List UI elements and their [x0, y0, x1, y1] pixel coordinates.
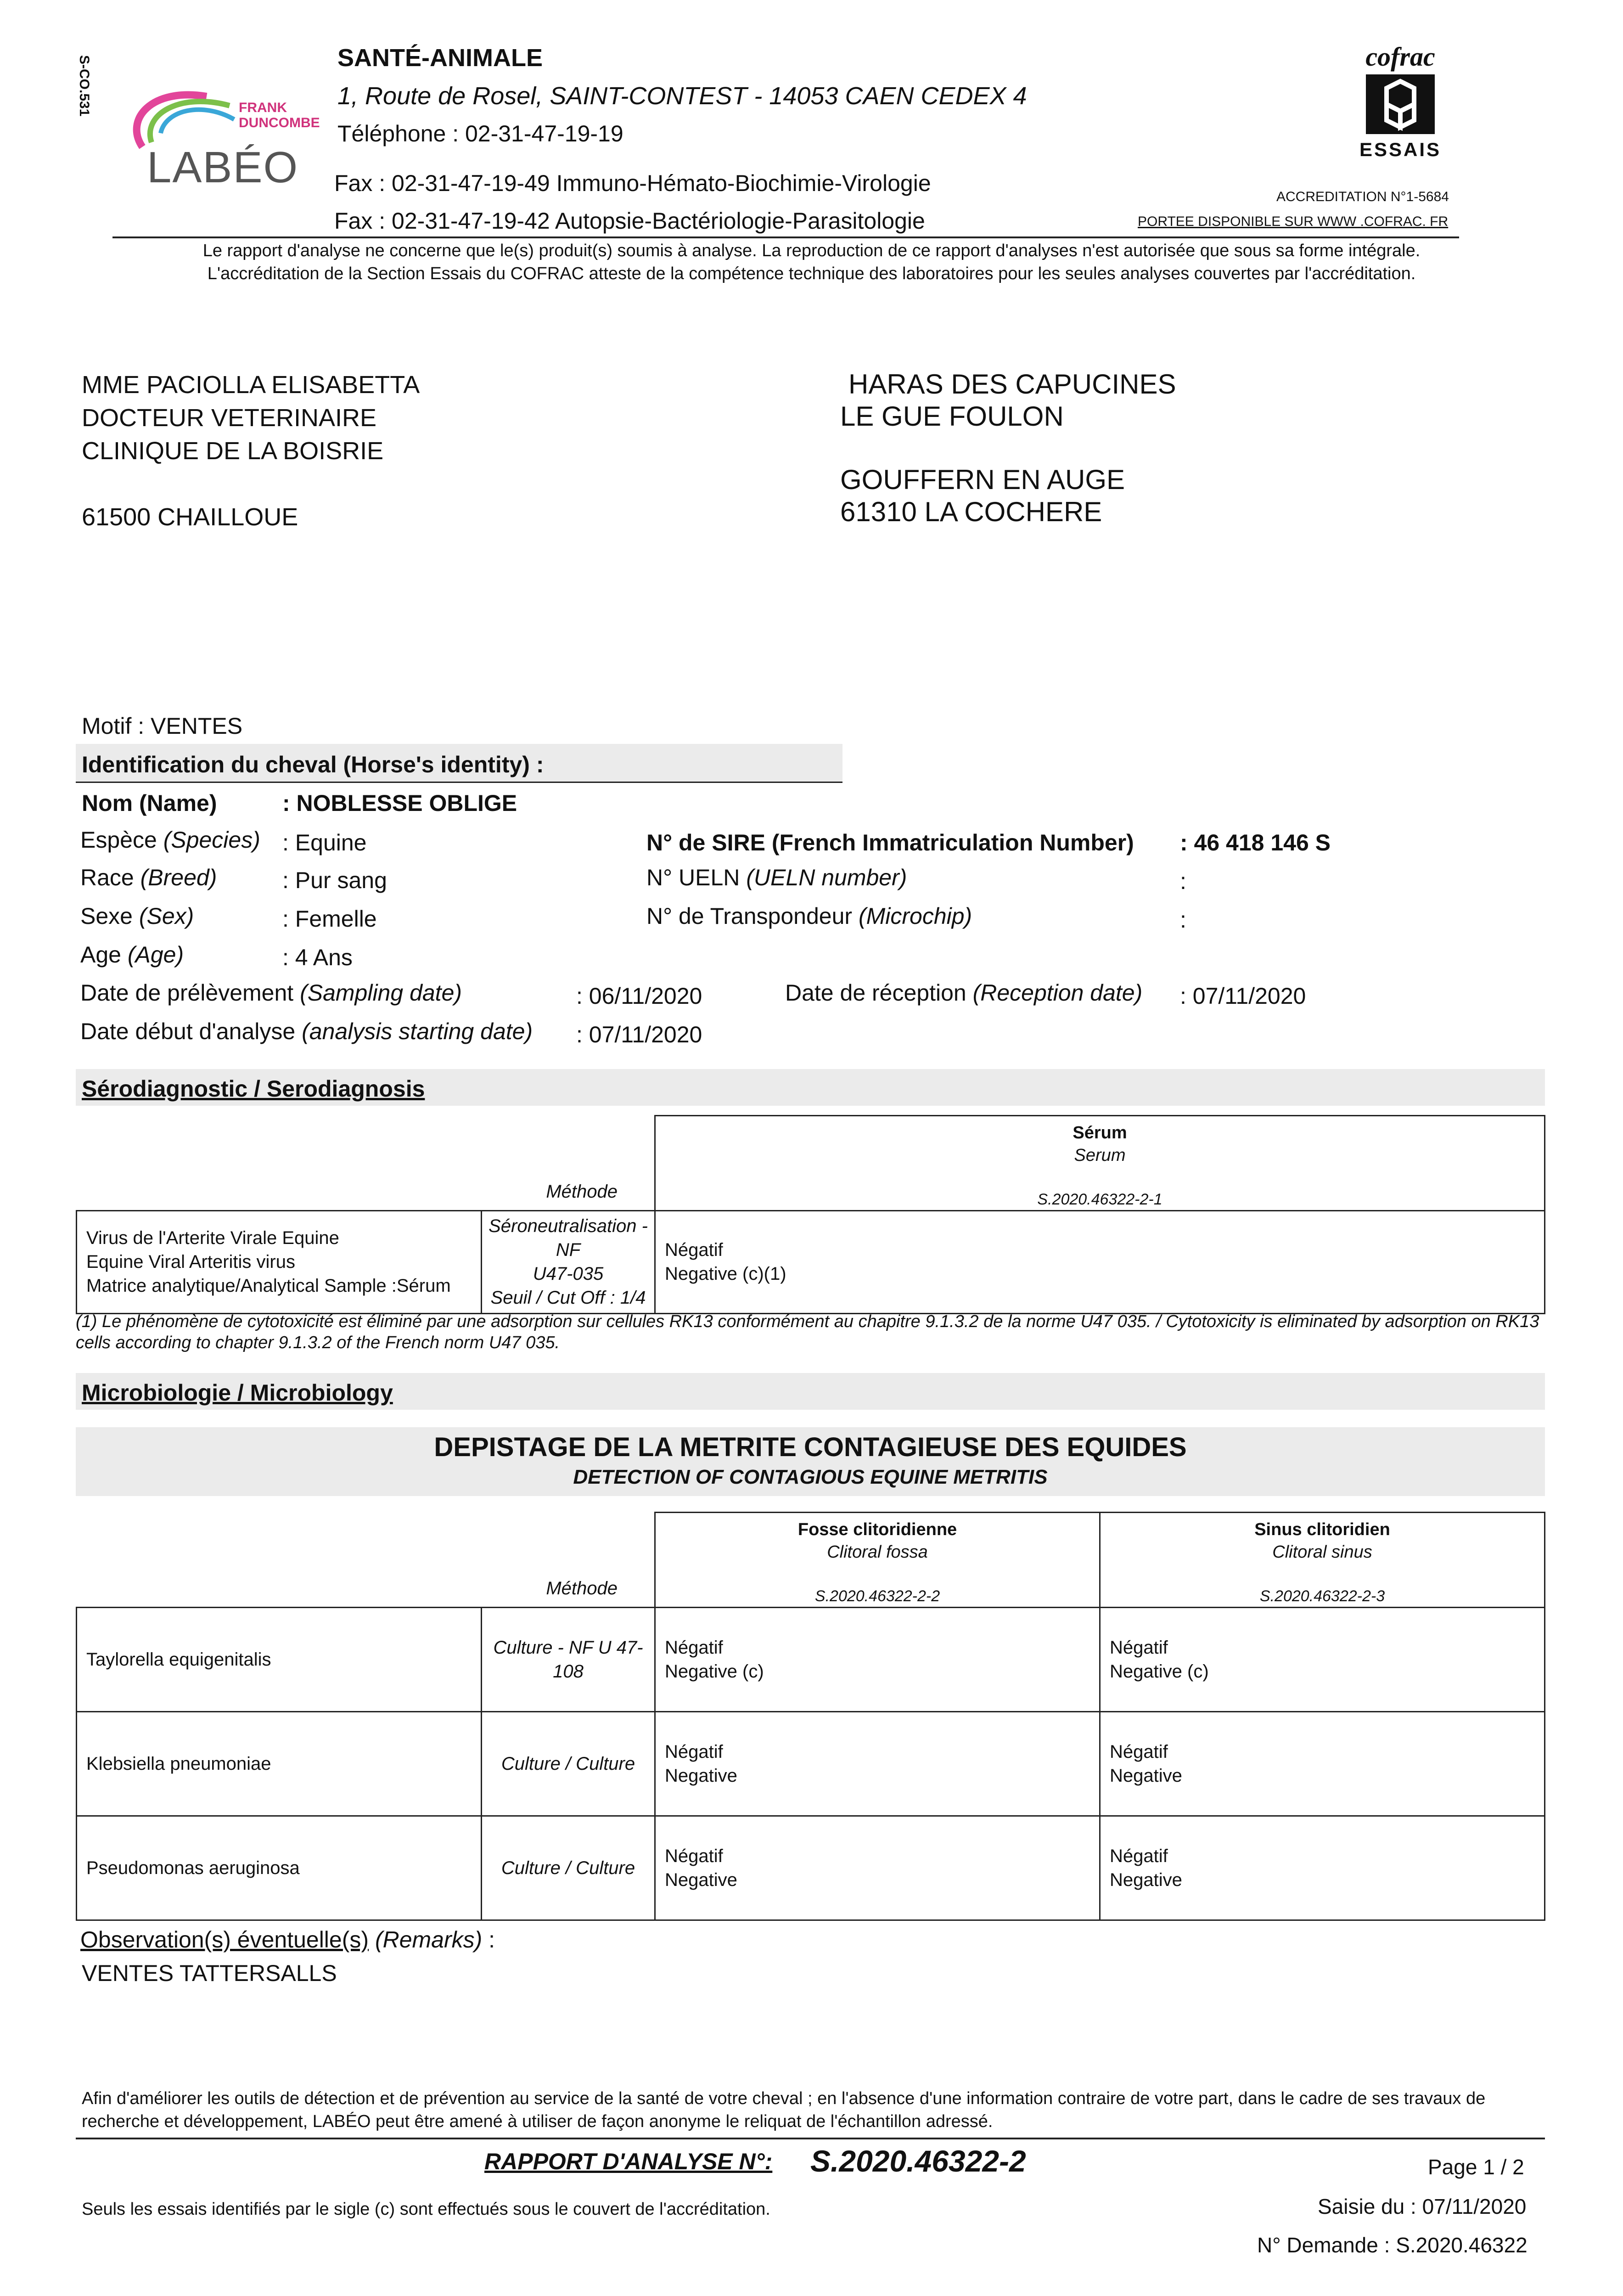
transponder-value: :: [1180, 907, 1186, 933]
improvement-note: Afin d'améliorer les outils de détection et de prévention au service de la santé de votre cheval ; en l'absence d'une information contraire de votre part, dans le cadre de ses travaux de recherche et développement, LABÉO peut être amené à utiliser de façon anonyme le reliquat de l'échantillon adressé.: [82, 2089, 1486, 2131]
sero-row-label: [77, 1210, 482, 1313]
micro-result-fr: Négatif: [1110, 1741, 1168, 1762]
age-label-fr: Age: [80, 942, 121, 968]
micro-row-result-sinus: [1100, 1816, 1545, 1920]
species-label-en: (Species): [163, 827, 260, 853]
logo-text: LABÉO: [147, 143, 299, 192]
cofrac-logo-top: cofrac: [1365, 42, 1435, 72]
vet-title: DOCTEUR VETERINAIRE: [82, 404, 377, 432]
lab-fax-1: Fax : 02-31-47-19-49 Immuno-Hémato-Biochimie-Virologie: [334, 170, 931, 196]
reception-date-value: : 07/11/2020: [1180, 983, 1306, 1009]
micro-result-fr: Négatif: [1110, 1637, 1168, 1658]
breed-value: : Pur sang: [282, 867, 387, 893]
identification-header-line: [76, 782, 842, 783]
start-date-label: [80, 1018, 533, 1045]
remarks-colon: :: [482, 1927, 495, 1953]
micro-col1-title-en: Clitoral fossa: [827, 1542, 928, 1562]
micro-row-name: Klebsiella pneumoniae: [77, 1711, 482, 1816]
cofrac-emblem-icon: [1364, 72, 1437, 136]
sero-method-line-1: Séroneutralisation - NF: [489, 1216, 648, 1261]
start-label-en: (analysis starting date): [302, 1019, 533, 1044]
logo-sub-frank: FRANK: [239, 100, 287, 115]
owner-place: LE GUE FOULON: [840, 401, 1064, 432]
micro-col2-title: Sinus clitoridien: [1254, 1520, 1390, 1539]
sero-method-line-2: U47-035: [533, 1264, 604, 1284]
sero-row-line-2: Equine Viral Arteritis virus: [86, 1252, 295, 1272]
sampling-label-fr: Date de prélèvement: [80, 980, 294, 1006]
sero-section-title: Sérodiagnostic / Serodiagnosis: [82, 1076, 425, 1102]
micro-result-en: Negative (c): [1110, 1661, 1209, 1682]
identification-heading: Identification du cheval (Horse's identity) :: [82, 752, 544, 777]
sire-value: : 46 418 146 S: [1180, 830, 1331, 855]
ueln-label-en: (UELN number): [746, 865, 907, 890]
header-divider: [112, 236, 1459, 238]
disclaimer-1: Le rapport d'analyse ne concerne que le(s) produit(s) soumis à analyse. La reproduction de ce rapport d'analyses n'est autorisée que sous sa forme intégrale.: [202, 241, 1421, 260]
micro-row-method: Culture / Culture: [482, 1711, 655, 1816]
sero-row-result: [655, 1210, 1545, 1313]
micro-row: [77, 1607, 1545, 1711]
sero-result-line-1: Négatif: [665, 1240, 723, 1261]
micro-methode-header: Méthode: [546, 1578, 618, 1598]
micro-col1-header: [655, 1513, 1100, 1608]
ueln-label-fr: N° UELN: [646, 865, 740, 890]
sampling-date-value: : 06/11/2020: [576, 983, 702, 1009]
micro-row-result-fossa: [655, 1816, 1100, 1920]
cofrac-logo-bottom: ESSAIS: [1359, 139, 1442, 160]
saisie-date: Saisie du : 07/11/2020: [1318, 2195, 1527, 2218]
start-label-fr: Date début d'analyse: [80, 1019, 296, 1044]
page-indicator: Page 1 / 2: [1428, 2155, 1524, 2179]
sex-label: [80, 903, 194, 929]
report-number: S.2020.46322-2: [810, 2144, 1026, 2178]
lab-address: 1, Route de Rosel, SAINT-CONTEST - 14053 CAEN CEDEX 4: [337, 82, 1027, 110]
side-code: S-CO.531: [77, 55, 92, 117]
labeo-logo: [124, 78, 321, 197]
remarks-label: [80, 1926, 495, 1953]
sex-label-fr: Sexe: [80, 903, 133, 929]
sire-label: N° de SIRE (French Immatriculation Number): [646, 830, 1134, 855]
report-label: RAPPORT D'ANALYSE N°:: [484, 2149, 773, 2174]
micro-result-en: Negative: [665, 1765, 737, 1786]
sampling-date-label: [80, 979, 462, 1006]
owner-address: [840, 368, 1176, 528]
transponder-label-en: (Microchip): [858, 903, 972, 929]
micro-result-en: Negative: [1110, 1765, 1182, 1786]
micro-title: DEPISTAGE DE LA METRITE CONTAGIEUSE DES EQUIDES: [434, 1432, 1187, 1462]
lab-phone: Téléphone : 02-31-47-19-19: [337, 121, 623, 146]
micro-row-name: Taylorella equigenitalis: [77, 1607, 482, 1711]
micro-result-en: Negative: [1110, 1869, 1182, 1890]
micro-col1-ref: S.2020.46322-2-2: [814, 1587, 940, 1605]
ueln-value: :: [1180, 868, 1186, 894]
logo-sub-duncombe: DUNCOMBE: [239, 115, 320, 130]
lab-title: SANTÉ-ANIMALE: [337, 44, 543, 72]
age-label: [80, 941, 184, 968]
micro-result-fr: Négatif: [665, 1637, 723, 1658]
sex-value: : Femelle: [282, 906, 377, 932]
micro-row-result-sinus: [1100, 1607, 1545, 1711]
lab-fax-2: Fax : 02-31-47-19-42 Autopsie-Bactériologie-Parasitologie: [334, 208, 925, 234]
micro-row-result-fossa: [655, 1607, 1100, 1711]
reception-date-label: [785, 979, 1142, 1006]
owner-locality: GOUFFERN EN AUGE: [840, 464, 1125, 495]
vet-name: MME PACIOLLA ELISABETTA: [82, 371, 420, 399]
disclaimer-2: L'accréditation de la Section Essais du COFRAC atteste de la compétence technique des laboratoires pour les seules analyses couvertes par l'accréditation.: [207, 264, 1416, 283]
sero-method-line-3: Seuil / Cut Off : 1/4: [490, 1288, 646, 1308]
sero-serum-title: Sérum: [1073, 1123, 1127, 1142]
sero-table: [76, 1115, 1545, 1314]
start-date-value: : 07/11/2020: [576, 1022, 702, 1047]
owner-city: 61310 LA COCHERE: [840, 496, 1102, 527]
age-value: : 4 Ans: [282, 945, 353, 970]
micro-row: [77, 1816, 1545, 1920]
sero-methode-header: Méthode: [546, 1181, 618, 1202]
sampling-label-en: (Sampling date): [300, 980, 462, 1006]
sero-serum-ref: S.2020.46322-2-1: [1037, 1190, 1162, 1208]
micro-row-result-fossa: [655, 1711, 1100, 1816]
transponder-label-fr: N° de Transpondeur: [646, 903, 853, 929]
name-value: : NOBLESSE OBLIGE: [282, 790, 517, 816]
sero-row-line-3: Matrice analytique/Analytical Sample :Sérum: [86, 1276, 451, 1296]
breed-label-fr: Race: [80, 865, 134, 890]
cofrac-logo: [1354, 41, 1446, 179]
transponder-label: [646, 903, 972, 929]
micro-result-en: Negative (c): [665, 1661, 764, 1682]
micro-col2-ref: S.2020.46322-2-3: [1259, 1587, 1385, 1605]
micro-row-method: Culture - NF U 47-108: [482, 1607, 655, 1711]
reception-label-en: (Reception date): [972, 980, 1143, 1006]
micro-result-fr: Négatif: [665, 1846, 723, 1866]
ueln-label: [646, 864, 907, 891]
demande-number: N° Demande : S.2020.46322: [1257, 2233, 1528, 2257]
micro-col2-header: [1100, 1513, 1545, 1608]
micro-col2-title-en: Clitoral sinus: [1272, 1542, 1372, 1562]
micro-table: [76, 1512, 1545, 1921]
sero-footnote: (1) Le phénomène de cytotoxicité est éliminé par une adsorption sur cellules RK13 conformément au chapitre 9.1.3.2 de la norme U47 035. / Cytotoxicity is eliminated by adsorption on RK13 cells according to chapter 9.1.3.2 of the French norm U47 035.: [76, 1312, 1539, 1352]
owner-name: HARAS DES CAPUCINES: [848, 369, 1176, 400]
species-label: [80, 827, 260, 853]
accreditation-note: Seuls les essais identifiés par le sigle (c) sont effectués sous le couvert de l'accréditation.: [82, 2200, 770, 2219]
sero-serum-header: [655, 1116, 1545, 1211]
micro-title-en: DETECTION OF CONTAGIOUS EQUINE METRITIS: [573, 1466, 1048, 1488]
vet-address: [82, 368, 420, 534]
vet-city: 61500 CHAILLOUE: [82, 503, 298, 531]
sero-row-line-1: Virus de l'Arterite Virale Equine: [86, 1228, 339, 1249]
name-label: Nom (Name): [82, 790, 217, 816]
reception-label-fr: Date de réception: [785, 980, 966, 1006]
breed-label: [80, 864, 217, 891]
remarks-label-en: (Remarks): [375, 1927, 483, 1953]
remarks-label-fr: Observation(s) éventuelle(s): [80, 1927, 369, 1953]
age-label-en: (Age): [127, 942, 184, 968]
micro-row-method: Culture / Culture: [482, 1816, 655, 1920]
remarks-value: VENTES TATTERSALLS: [82, 1960, 337, 1986]
micro-row-name: Pseudomonas aeruginosa: [77, 1816, 482, 1920]
breed-label-en: (Breed): [140, 865, 217, 890]
vet-clinic: CLINIQUE DE LA BOISRIE: [82, 437, 384, 465]
micro-section-title: Microbiologie / Microbiology: [82, 1380, 393, 1406]
accreditation-number: ACCREDITATION N°1-5684: [1276, 189, 1449, 204]
cofrac-portee-link[interactable]: PORTEE DISPONIBLE SUR WWW .COFRAC. FR: [1138, 214, 1449, 229]
micro-result-fr: Négatif: [665, 1741, 723, 1762]
micro-result-fr: Négatif: [1110, 1846, 1168, 1866]
motif: Motif : VENTES: [82, 713, 243, 739]
micro-row: [77, 1711, 1545, 1816]
sero-result-line-2: Negative (c)(1): [665, 1264, 786, 1284]
micro-row-result-sinus: [1100, 1711, 1545, 1816]
micro-col1-title: Fosse clitoridienne: [797, 1520, 957, 1539]
micro-result-en: Negative: [665, 1869, 737, 1890]
sero-row-method: [482, 1210, 655, 1313]
sero-serum-title-en: Serum: [1074, 1146, 1126, 1165]
species-label-fr: Espèce: [80, 827, 157, 853]
species-value: : Equine: [282, 830, 367, 855]
footer-divider: [76, 2138, 1545, 2139]
sex-label-en: (Sex): [139, 903, 194, 929]
